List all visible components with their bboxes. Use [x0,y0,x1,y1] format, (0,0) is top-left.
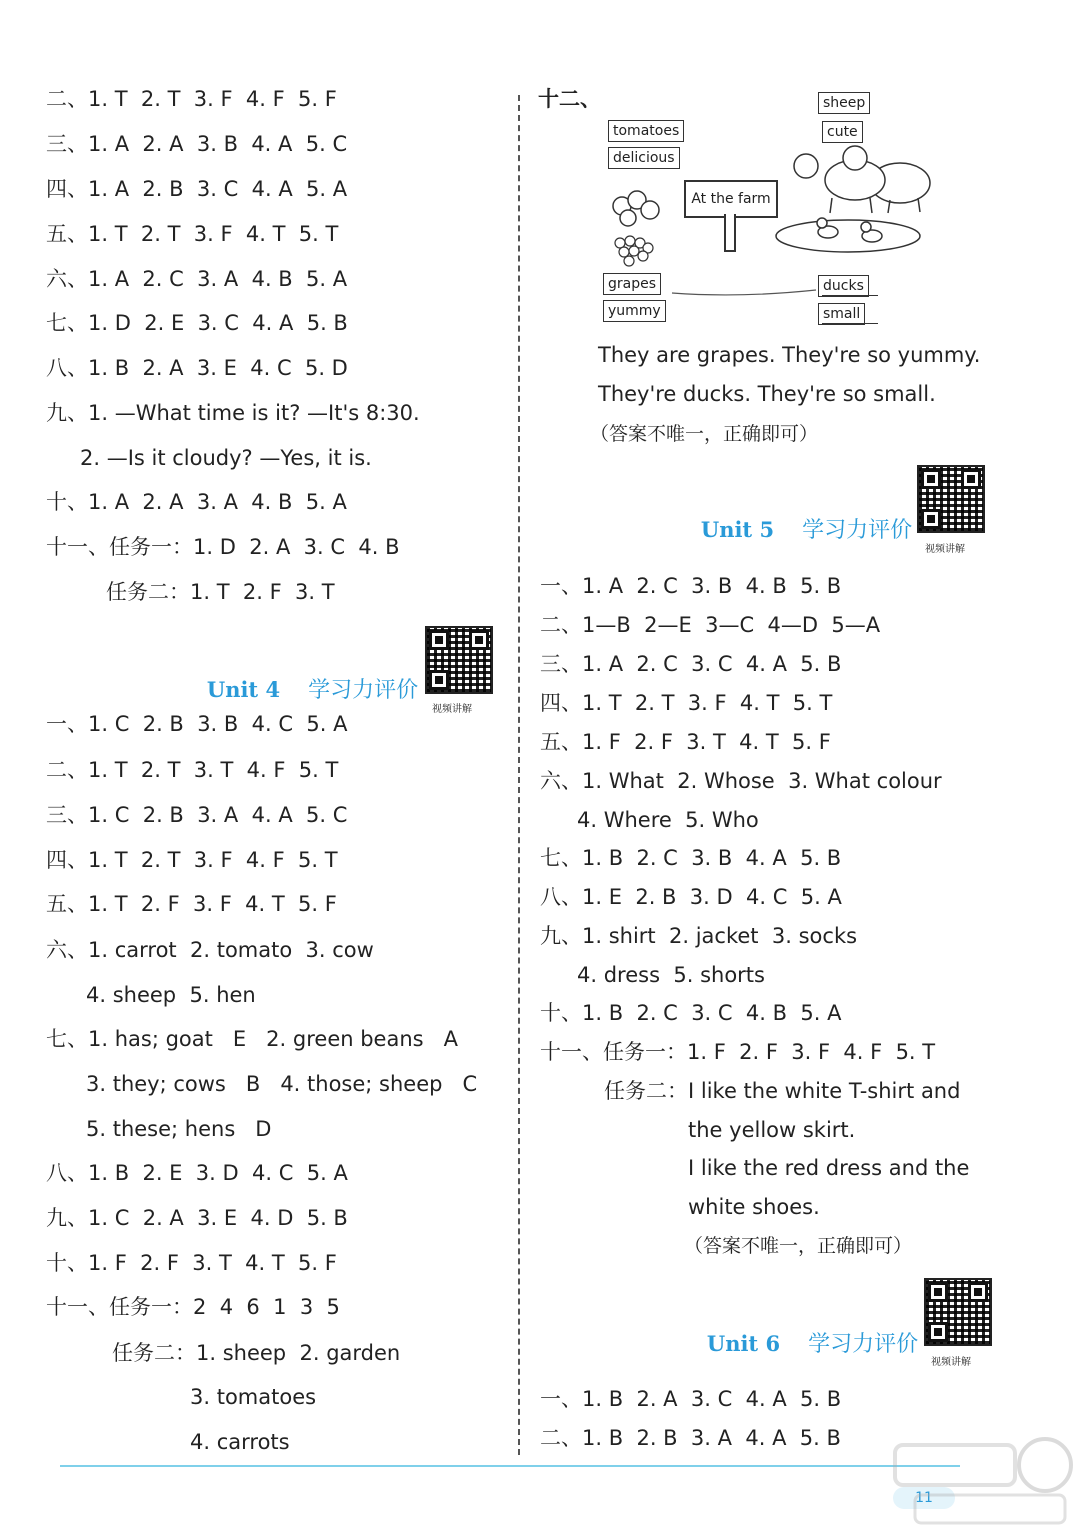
answer-line: 十一、任务一：1. F 2. F 3. F 4. F 5. T [540,1040,936,1064]
answer-line: 三、1. C 2. B 3. A 4. A 5. C [46,803,348,827]
answer-line: the yellow skirt. [688,1118,856,1142]
answer-line: 一、1. C 2. B 3. B 4. C 5. A [46,712,348,736]
farm-drawing [600,88,940,328]
answer-line: 九、1. —What time is it? —It's 8:30. [46,401,420,425]
qr-code-icon[interactable] [917,465,985,533]
qr-caption: 视频讲解 [432,704,472,715]
unit5-title [657,488,912,569]
answer-line: 任务二：I like the white T-shirt and [604,1079,961,1103]
unit6-title [663,1302,918,1383]
answer-line: 五、1. F 2. F 3. T 4. T 5. F [540,730,831,754]
farm-picture [600,88,940,328]
word-sheep: sheep [818,92,870,114]
farm-sign: At the farm [684,180,778,218]
answer-line: 五、1. T 2. T 3. F 4. T 5. T [46,222,339,246]
answer-line: 五、1. T 2. F 3. F 4. T 5. F [46,892,337,916]
answer-line: 十、1. A 2. A 3. A 4. B 5. A [46,490,347,514]
unit5-title-en: Unit 5 [700,517,775,542]
answer-line: 八、1. E 2. B 3. D 4. C 5. A [540,885,842,909]
unit6-title-en: Unit 6 [706,1331,781,1356]
answer-line: 二、1. T 2. T 3. T 4. F 5. T [46,758,339,782]
answer-line: 八、1. B 2. A 3. E 4. C 5. D [46,356,348,380]
ducks-icon [776,218,920,252]
answer-line: 六、1. carrot 2. tomato 3. cow [46,938,374,962]
answer-line: 七、1. B 2. C 3. B 4. A 5. B [540,846,842,870]
watermark-logo [885,1425,1075,1533]
answer-line: 一、1. B 2. A 3. C 4. A 5. B [540,1387,842,1411]
answer-line: 4. carrots [190,1430,290,1454]
footer-rule [60,1465,960,1467]
answer-line: 2. —Is it cloudy? —Yes, it is. [80,446,372,470]
word-tomatoes: tomatoes [608,120,684,142]
qr-caption: 视频讲解 [931,1357,971,1368]
answer-line: 八、1. B 2. E 3. D 4. C 5. A [46,1161,348,1185]
unit4-title-zh: 学习力评价 [308,678,419,703]
answer-line: 三、1. A 2. C 3. C 4. A 5. B [540,652,842,676]
unit5-title-zh: 学习力评价 [802,518,913,543]
tomatoes-icon [613,191,659,226]
answer-line: 任务二：1. T 2. F 3. T [106,580,335,604]
answer-line: 七、1. D 2. E 3. C 4. A 5. B [46,311,348,335]
page-number: 11 [893,1487,955,1509]
sentence: They're ducks. They're so small. [598,382,936,406]
answer-line: 三、1. A 2. A 3. B 4. A 5. C [46,132,348,156]
note: （答案不唯一，正确即可） [590,423,819,445]
word-small: small [818,303,865,325]
answer-line: 九、1. shirt 2. jacket 3. socks [540,924,858,948]
word-yummy: yummy [603,300,666,322]
answer-line: 4. Where 5. Who [577,808,759,832]
word-cute: cute [822,121,863,143]
answer-line: 3. they; cows B 4. those; sheep C [86,1072,478,1096]
answer-line: 任务二：1. sheep 2. garden [112,1341,401,1365]
qr-code-icon[interactable] [425,626,493,694]
answer-line: 一、1. A 2. C 3. B 4. B 5. B [540,574,842,598]
sentence: They are grapes. They're so yummy. [598,343,981,367]
answer-line: 二、1. B 2. B 3. A 4. A 5. B [540,1426,841,1450]
answer-line: 十一、任务一：1. D 2. A 3. C 4. B [46,535,400,559]
answer-line: 四、1. T 2. T 3. F 4. F 5. T [46,848,338,872]
qr-code-icon[interactable] [924,1278,992,1346]
answer-line: 4. dress 5. shorts [577,963,765,987]
word-ducks: ducks [818,275,869,297]
answer-line: 十、1. B 2. C 3. C 4. B 5. A [540,1001,842,1025]
answer-line: I like the red dress and the [688,1156,970,1180]
answer-line: 二、1. T 2. T 3. F 4. F 5. F [46,87,337,111]
word-delicious: delicious [608,147,680,169]
word-grapes: grapes [603,273,661,295]
answer-line: 二、1—B 2—E 3—C 4—D 5—A [540,613,881,637]
qr-caption: 视频讲解 [925,544,965,555]
answer-line: 六、1. A 2. C 3. A 4. B 5. A [46,267,348,291]
answer-line: 十一、任务一：2 4 6 1 3 5 [46,1295,340,1319]
answer-line: 六、1. What 2. Whose 3. What colour [540,769,942,793]
answer-line: 4. sheep 5. hen [86,983,256,1007]
answer-line: 3. tomatoes [190,1385,317,1409]
answer-line: 七、1. has; goat E 2. green beans A [46,1027,458,1051]
column-divider [518,95,520,1455]
answer-line: 5. these; hens D [86,1117,272,1141]
grapes-icon [615,236,653,266]
unit4-title-en: Unit 4 [206,677,281,702]
answer-line: 九、1. C 2. A 3. E 4. D 5. B [46,1206,348,1230]
answer-line: 十、1. F 2. F 3. T 4. T 5. F [46,1251,337,1275]
answer-line: 四、1. A 2. B 3. C 4. A 5. A [46,177,348,201]
answer-line: white shoes. [688,1195,820,1219]
unit6-title-zh: 学习力评价 [808,1332,919,1357]
sheep-icon [794,146,930,213]
section-12-label: 十二、 [538,87,601,111]
note: （答案不唯一，正确即可） [684,1235,913,1257]
answer-line: 四、1. T 2. T 3. F 4. T 5. T [540,691,833,715]
